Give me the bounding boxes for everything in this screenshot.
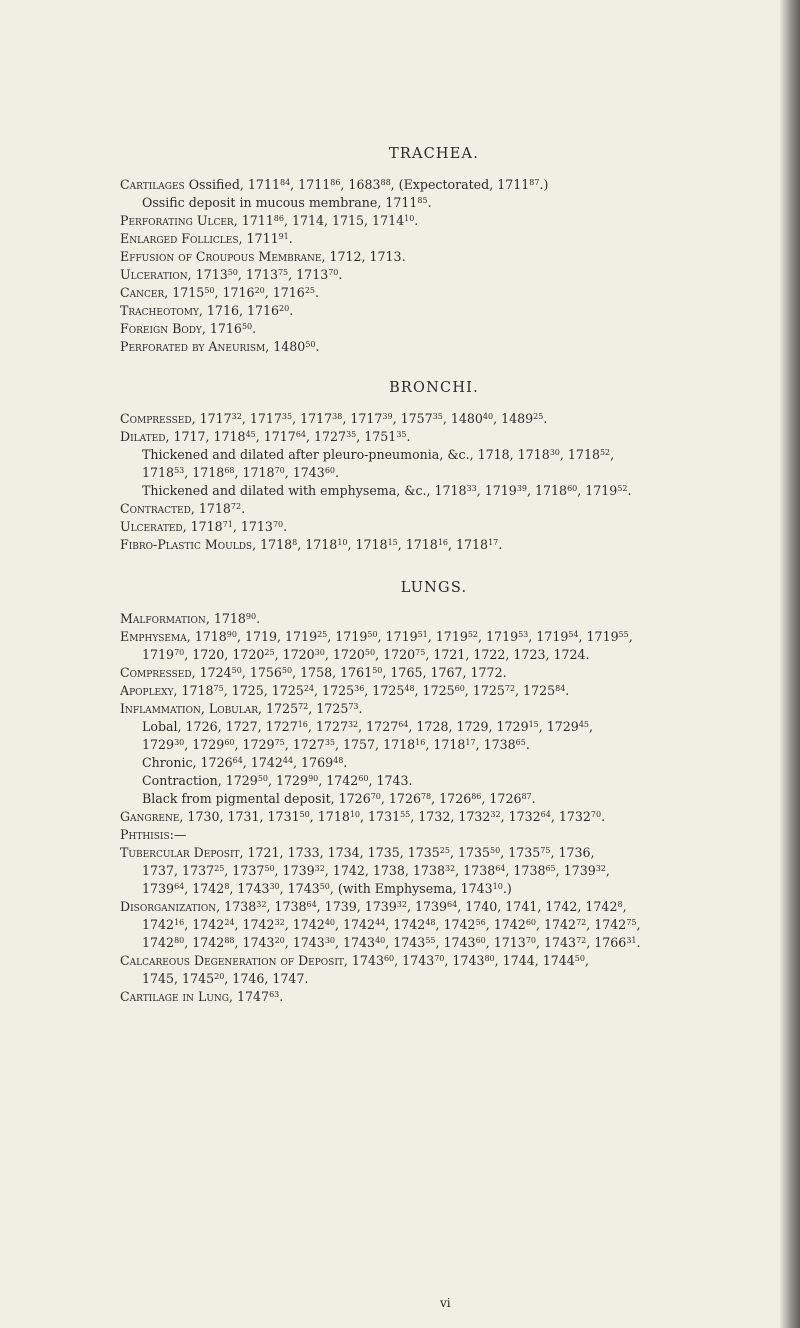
entry-line: Fibro-Plastic Moulds, 1718$^8$, 1718$^{10}$, 1718$^{15}$, 1718$^{16}$, 1718$^{17}$. [120,537,503,552]
entry-line: Inflammation, Lobular, 1725$^{72}$, 1725$^{73}$. [120,701,363,716]
entry-line: 1742$^{16}$, 1742$^{24}$, 1742$^{32}$, 1742$^{40}$, 1742$^{44}$, 1742$^{48}$, 1742$^{56}$, 1742$^{60}$, 1742$^{72}$, 1742$^{75}$, [142,917,641,932]
entry-line: Dilated, 1717, 1718$^{45}$, 1717$^{64}$, 1727$^{35}$, 1751$^{35}$. [120,429,411,444]
entry-line: Cancer, 1715$^{50}$, 1716$^{20}$, 1716$^{25}$. [120,285,320,300]
entry-line: Contraction, 1729$^{50}$, 1729$^{90}$, 1742$^{60}$, 1743. [142,773,413,788]
entry-line: Foreign Body, 1716$^{50}$. [120,321,257,336]
page-content [120,146,748,1006]
entry-line: Ulceration, 1713$^{50}$, 1713$^{75}$, 1713$^{70}$. [120,267,343,282]
entry-line: Emphysema, 1718$^{90}$, 1719, 1719$^{25}$, 1719$^{50}$, 1719$^{51}$, 1719$^{52}$, 1719$^{53}$, 1719$^{54}$, 1719$^{55}$, [120,629,633,644]
section-title-bronchi: BRONCHI. [389,380,479,396]
entry-line: Apoplexy, 1718$^{75}$, 1725, 1725$^{24}$, 1725$^{36}$, 1725$^{48}$, 1725$^{60}$, 1725$^{72}$, 1725$^{84}$. [120,683,570,698]
entry-line: Thickened and dilated with emphysema, &c., 1718$^{33}$, 1719$^{39}$, 1718$^{60}$, 1719$^{52}$. [142,483,632,498]
entry-line: Perforated by Aneurism, 1480$^{50}$. [120,339,320,354]
entry-line: Malformation, 1718$^{90}$. [120,611,261,626]
entry-line: Tracheotomy, 1716, 1716$^{20}$. [120,303,294,318]
entry-line: Black from pigmental deposit, 1726$^{70}$, 1726$^{78}$, 1726$^{86}$, 1726$^{87}$. [142,791,536,806]
entry-line: Compressed, 1717$^{32}$, 1717$^{35}$, 1717$^{38}$, 1717$^{39}$, 1757$^{35}$, 1480$^{40}$, 1489$^{25}$. [120,411,548,426]
entry-line: Tubercular Deposit, 1721, 1733, 1734, 1735, 1735$^{25}$, 1735$^{50}$, 1735$^{75}$, 1736, [120,845,595,860]
entry-line: Cartilages Ossified, 1711$^{84}$, 1711$^{86}$, 1683$^{88}$, (Expectorated, 1711$^{87}$.) [120,177,549,192]
entry-line: Cartilage in Lung, 1747$^{63}$. [120,989,284,1004]
entry-line: Phthisis:— [120,827,187,842]
entry-line: Gangrene, 1730, 1731, 1731$^{50}$, 1718$^{10}$, 1731$^{55}$, 1732, 1732$^{32}$, 1732$^{64}$, 1732$^{70}$. [120,809,606,824]
page-edge [780,0,800,1328]
entry-line: Ulcerated, 1718$^{71}$, 1713$^{70}$. [120,519,288,534]
entry-line: 1737, 1737$^{25}$, 1737$^{50}$, 1739$^{32}$, 1742, 1738, 1738$^{32}$, 1738$^{64}$, 1738$^{65}$, 1739$^{32}$, [142,863,610,878]
entry-line: 1719$^{70}$, 1720, 1720$^{25}$, 1720$^{30}$, 1720$^{50}$, 1720$^{75}$, 1721, 1722, 1723, 1724. [142,647,590,662]
entry-line: Disorganization, 1738$^{32}$, 1738$^{64}$, 1739, 1739$^{32}$, 1739$^{64}$, 1740, 1741, 1742, 1742$^8$, [120,899,627,914]
entry-line: Calcareous Degeneration of Deposit, 1743$^{60}$, 1743$^{70}$, 1743$^{80}$, 1744, 1744$^{50}$, [120,953,589,968]
entry-line: 1739$^{64}$, 1742$^8$, 1743$^{30}$, 1743$^{50}$, (with Emphysema, 1743$^{10}$.) [142,881,512,896]
entry-line: Chronic, 1726$^{64}$, 1742$^{44}$, 1769$^{48}$. [142,755,348,770]
entry-line: Perforating Ulcer, 1711$^{86}$, 1714, 1715, 1714$^{10}$. [120,213,419,228]
entry-line: 1742$^{80}$, 1742$^{88}$, 1743$^{20}$, 1743$^{30}$, 1743$^{40}$, 1743$^{55}$, 1743$^{60}$, 1713$^{70}$, 1743$^{72}$, 1766$^{31}$. [142,935,641,950]
section-title-lungs: LUNGS. [400,580,468,596]
section-title-trachea: TRACHEA. [388,146,480,162]
entry-line: Contracted, 1718$^{72}$. [120,501,246,516]
entry-line: Enlarged Follicles, 1711$^{91}$. [120,231,293,246]
entry-line: Lobal, 1726, 1727, 1727$^{16}$, 1727$^{32}$, 1727$^{64}$, 1728, 1729, 1729$^{15}$, 1729$^{45}$, [142,719,594,734]
entry-line: Effusion of Croupous Membrane, 1712, 1713. [120,249,406,264]
entry-line: Thickened and dilated after pleuro-pneumonia, &c., 1718, 1718$^{30}$, 1718$^{52}$, [142,447,615,462]
entry-line: 1745, 1745$^{20}$, 1746, 1747. [142,971,309,986]
entry-line: Compressed, 1724$^{50}$, 1756$^{50}$, 1758, 1761$^{50}$, 1765, 1767, 1772. [120,665,507,680]
entry-line: 1718$^{53}$, 1718$^{68}$, 1718$^{70}$, 1743$^{60}$. [142,465,340,480]
page-number: vi [440,1296,451,1310]
entry-line: 1729$^{30}$, 1729$^{60}$, 1729$^{75}$, 1727$^{35}$, 1757, 1718$^{16}$, 1718$^{17}$, 1738$^{65}$. [142,737,530,752]
entry-line: Ossific deposit in mucous membrane, 1711$^{85}$. [142,195,432,210]
